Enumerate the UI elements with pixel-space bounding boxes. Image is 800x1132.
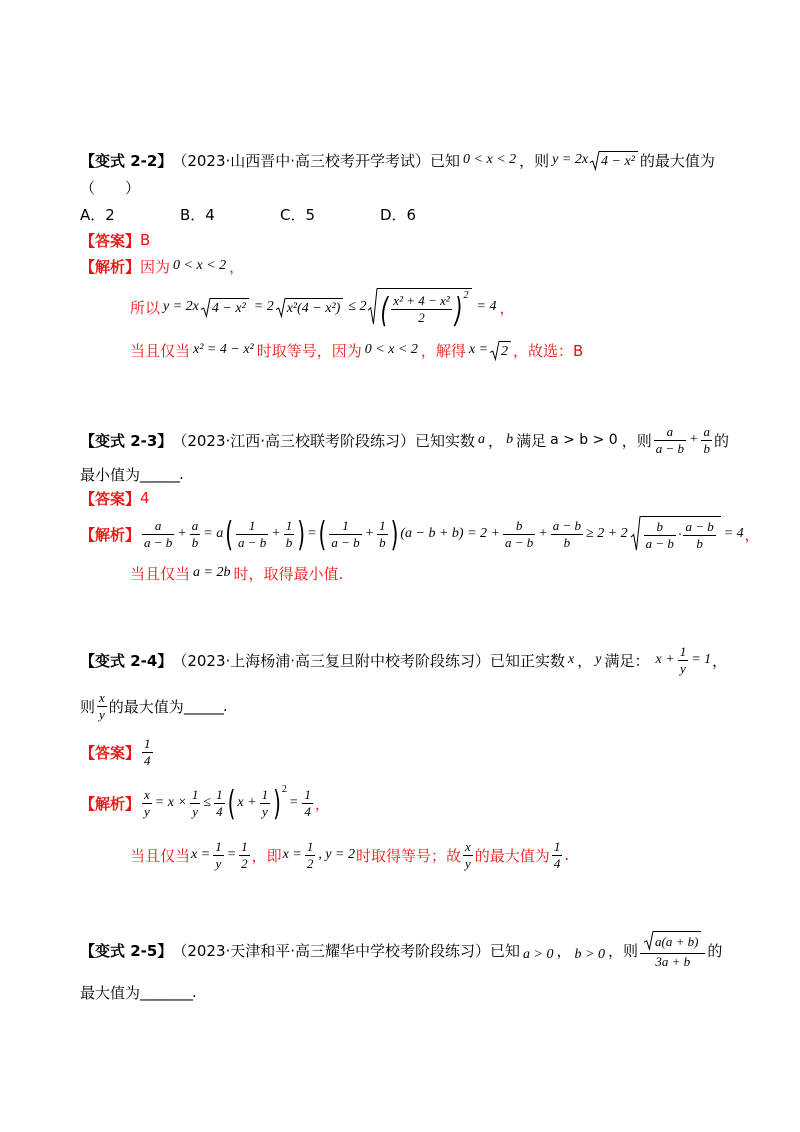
denominator: y xyxy=(99,706,105,722)
denominator: a − b xyxy=(144,534,173,550)
fraction xyxy=(305,839,316,871)
analysis-text: 当且仅当 xyxy=(130,564,191,583)
radical-body xyxy=(640,516,721,551)
math-text: = xyxy=(307,526,317,541)
answer-label: 【答案】 xyxy=(80,231,141,250)
question-text: . xyxy=(179,465,184,483)
analysis-line-1 xyxy=(80,246,244,286)
math-text: x + xyxy=(237,795,257,810)
radical-sign xyxy=(490,341,499,360)
radical xyxy=(631,516,721,551)
answer-value: 4 xyxy=(140,489,150,507)
fill-blank: ______ xyxy=(183,697,223,715)
condition: a > b > 0 xyxy=(550,432,618,448)
denominator: 4 xyxy=(304,803,311,819)
math-text: + xyxy=(538,526,548,541)
variable-a: a xyxy=(478,432,486,447)
numerator: a xyxy=(703,423,710,439)
denominator: b xyxy=(703,440,710,456)
fraction xyxy=(239,839,250,871)
denominator: a − b xyxy=(505,534,534,550)
fraction xyxy=(644,519,676,551)
radical-sign-svg xyxy=(368,288,377,325)
analysis-line-2 xyxy=(130,835,569,875)
numerator: 1 xyxy=(215,838,222,854)
math-text: a = 2b xyxy=(193,565,231,580)
superscript: 2 xyxy=(463,290,469,302)
math-text: x = xyxy=(468,342,489,357)
fraction xyxy=(302,787,313,819)
math-text: = 4 xyxy=(476,299,497,314)
analysis-text: 时取得等号；故 xyxy=(356,846,462,865)
fraction xyxy=(551,518,583,550)
numerator: b xyxy=(503,518,535,535)
analysis-text: ，故选：B xyxy=(513,341,584,360)
question-text: 满足 xyxy=(516,431,547,450)
math-text: x + xyxy=(655,652,675,667)
question-text: ，则 xyxy=(519,151,550,170)
denominator: 2 xyxy=(306,855,314,871)
math-text: · xyxy=(677,527,682,543)
denominator: y xyxy=(192,803,199,819)
fill-blank: ________ xyxy=(140,983,193,1001)
radical-sign-svg xyxy=(201,298,210,317)
question-text: ， xyxy=(556,941,572,960)
paren-right: ) xyxy=(454,289,463,330)
numerator: 1 xyxy=(553,838,561,854)
denominator: b xyxy=(696,536,703,551)
analysis-text: ， xyxy=(744,525,760,544)
denominator: b xyxy=(191,534,199,550)
analysis-text: 因为 xyxy=(140,257,171,276)
condition: a > 0 xyxy=(523,947,554,962)
analysis-text: ，即 xyxy=(251,846,282,865)
numerator: 1 xyxy=(329,518,361,535)
math-text: x = xyxy=(191,847,211,862)
radical xyxy=(276,298,344,317)
denominator: y xyxy=(680,660,686,676)
question-text: 的 xyxy=(713,431,729,450)
math-text: x = xyxy=(282,847,302,862)
fraction xyxy=(701,424,712,456)
numerator: x² + 4 − x² xyxy=(393,293,450,309)
math-text: ≥ 2 + 2 xyxy=(586,526,628,541)
fraction xyxy=(142,787,152,819)
analysis-label: 【解析】 xyxy=(80,257,141,276)
denominator: b xyxy=(563,534,571,550)
numerator: 1 xyxy=(261,786,269,802)
radical xyxy=(368,288,471,330)
math-text: x² = 4 − x² xyxy=(193,342,254,357)
analysis-line-3 xyxy=(130,330,583,370)
fraction xyxy=(97,690,107,722)
math-text: + xyxy=(364,526,375,541)
denominator: y xyxy=(261,803,268,819)
question-text: 满足： xyxy=(604,651,650,670)
fraction xyxy=(391,293,451,325)
problem-2-4-ask xyxy=(80,686,228,726)
fraction xyxy=(683,519,715,551)
option-a: A．2 xyxy=(80,205,115,224)
radical xyxy=(590,151,638,170)
radical-body: 4 − x² xyxy=(599,151,638,170)
radical-sign-svg xyxy=(590,151,599,170)
radical-sign-svg xyxy=(644,931,653,950)
question-text: . xyxy=(192,983,197,1001)
problem-2-4-stem xyxy=(80,640,727,680)
paren-left: ( xyxy=(380,289,389,330)
question-text: 的最大值为 xyxy=(639,151,715,170)
analysis-text: . xyxy=(564,846,570,864)
analysis-text: ，解得 xyxy=(420,341,466,360)
denominator: b xyxy=(285,534,293,550)
problem-2-2-stem xyxy=(80,140,715,180)
fraction xyxy=(190,518,201,550)
fraction xyxy=(654,424,686,456)
fraction xyxy=(463,839,473,871)
condition: 0 < x < 2 xyxy=(173,258,227,273)
denominator: 2 xyxy=(241,855,248,871)
numerator: a xyxy=(142,518,174,535)
denominator: y xyxy=(465,855,471,871)
math-text: y = 2x xyxy=(163,299,199,314)
option-b: B．4 xyxy=(180,205,215,224)
analysis-label: 【解析】 xyxy=(80,794,141,813)
paren-group xyxy=(379,289,469,330)
numerator: 1 xyxy=(216,786,223,802)
denominator: 2 xyxy=(418,310,425,325)
radical-body: 2 xyxy=(499,341,511,360)
answer-label: 【答案】 xyxy=(80,489,141,508)
analysis-text: 时取等号，因为 xyxy=(256,341,362,360)
math-text: (a − b + b) = 2 + xyxy=(400,526,500,541)
fraction xyxy=(678,644,689,676)
condition: b > 0 xyxy=(574,947,605,962)
math-text: = xyxy=(226,847,237,862)
analysis-line-2 xyxy=(130,287,515,330)
numerator: a − b xyxy=(685,519,714,535)
paren-right: ) xyxy=(297,513,306,555)
answer-line xyxy=(80,478,150,518)
radical-body xyxy=(377,288,471,330)
radical-body: x²(4 − x²) xyxy=(285,298,344,317)
radical-sign-svg xyxy=(631,516,640,551)
analysis-text: 当且仅当 xyxy=(130,341,191,360)
paren-left: ( xyxy=(225,513,234,555)
answer-label: 【答案】 xyxy=(80,743,141,762)
math-text: ≤ xyxy=(203,795,212,810)
condition: 0 < x < 2 xyxy=(364,342,418,357)
question-text: ， xyxy=(488,431,504,450)
math-text: = xyxy=(288,795,299,810)
question-text: ，则 xyxy=(607,941,638,960)
math-text: , y = 2 xyxy=(318,847,355,862)
fraction xyxy=(329,518,361,550)
condition: 0 < x < 2 xyxy=(463,152,517,167)
numerator: x xyxy=(99,689,105,705)
analysis-text: 时，取得最小值. xyxy=(233,564,344,583)
math-text: = 1 xyxy=(691,652,712,667)
numerator: 1 xyxy=(306,838,314,854)
numerator: 1 xyxy=(236,518,268,535)
analysis-text: 所以 xyxy=(130,298,161,317)
problem-label: 【变式 2-4】 xyxy=(80,651,173,670)
question-text: 最大值为 xyxy=(80,983,141,1002)
fill-blank: ______ xyxy=(140,465,180,483)
fraction xyxy=(552,839,563,871)
fraction xyxy=(640,931,705,970)
math-text: = 2 xyxy=(253,299,274,314)
radical-body: a(a + b) xyxy=(653,931,701,950)
radical-sign xyxy=(201,298,210,317)
problem-2-5-ask xyxy=(80,972,197,1012)
paren-left: ( xyxy=(227,782,236,824)
radical xyxy=(490,341,511,360)
math-text: + xyxy=(689,432,699,447)
numerator: a − b xyxy=(552,517,582,533)
answer-value: B xyxy=(140,231,151,249)
analysis-line-2 xyxy=(130,553,343,593)
problem-label: 【变式 2-2】 xyxy=(80,151,173,170)
variable-b: b xyxy=(506,432,514,447)
paren-group xyxy=(227,782,287,824)
denominator: 4 xyxy=(553,855,561,871)
numerator: 1 xyxy=(304,786,311,802)
radical-sign xyxy=(368,288,377,325)
option-d: D．6 xyxy=(380,205,417,224)
fraction xyxy=(284,518,295,550)
analysis-label: 【解析】 xyxy=(80,525,141,544)
variable-x: x xyxy=(568,652,575,667)
numerator: 1 xyxy=(191,786,199,802)
variable-y: y xyxy=(595,652,602,667)
analysis-line-1 xyxy=(80,783,330,823)
radical-sign xyxy=(644,931,653,950)
fraction xyxy=(214,787,225,819)
denominator: 4 xyxy=(216,803,223,819)
denominator: b xyxy=(379,534,386,550)
fraction xyxy=(260,787,271,819)
math-text: = x × xyxy=(154,795,187,810)
numerator: a xyxy=(191,517,199,533)
answer-line xyxy=(80,732,155,772)
math-text: + xyxy=(177,526,187,541)
superscript: 2 xyxy=(281,783,287,795)
numerator: 1 xyxy=(679,643,687,659)
denominator: 4 xyxy=(144,752,151,768)
denominator: a − b xyxy=(645,536,674,551)
numerator: 1 xyxy=(379,517,386,533)
answer-value xyxy=(142,736,153,768)
numerator: a xyxy=(654,424,686,441)
question-text: ， xyxy=(712,651,728,670)
fraction xyxy=(190,787,201,819)
problem-label: 【变式 2-3】 xyxy=(80,431,173,450)
radical-sign-svg xyxy=(490,341,499,360)
denominator: y xyxy=(215,855,222,871)
denominator: a − b xyxy=(331,534,360,550)
numerator: x xyxy=(144,786,150,802)
problem-2-5-stem xyxy=(80,930,722,970)
question-text: 的 xyxy=(707,941,723,960)
fraction xyxy=(503,518,535,550)
answer-blank-paren: （ ） xyxy=(80,178,141,197)
radical-sign xyxy=(276,298,285,317)
radical-body: 4 − x² xyxy=(210,298,249,317)
question-text: ，则 xyxy=(621,431,652,450)
numerator: 1 xyxy=(285,517,293,533)
function-lhs: y = 2x xyxy=(552,152,589,167)
numerator xyxy=(640,931,705,954)
question-text: ， xyxy=(577,651,593,670)
numerator: x xyxy=(465,838,471,854)
radical xyxy=(201,298,249,317)
analysis-text: ， xyxy=(314,794,330,813)
numerator: 1 xyxy=(144,735,151,751)
question-text: . xyxy=(222,697,228,715)
radical-sign-svg xyxy=(276,298,285,317)
problem-source: （2023·上海杨浦·高三复旦附中校考阶段练习）已知正实数 xyxy=(172,651,566,670)
radical-sign xyxy=(590,151,599,170)
option-c: C．5 xyxy=(280,205,316,224)
math-text: = a xyxy=(203,526,224,541)
analysis-text: ， xyxy=(229,257,245,276)
problem-source: （2023·天津和平·高三耀华中学校考阶段练习）已知 xyxy=(172,941,521,960)
problem-source: （2023·山西晋中·高三校考开学考试）已知 xyxy=(172,151,461,170)
radical xyxy=(644,931,701,950)
math-text: ≤ 2 xyxy=(348,299,367,314)
question-text: 最小值为 xyxy=(80,465,141,484)
analysis-text: 当且仅当 xyxy=(130,846,191,865)
math-text: = 4 xyxy=(723,526,744,541)
analysis-line-1 xyxy=(80,514,760,554)
denominator: y xyxy=(144,803,150,819)
fraction xyxy=(213,839,224,871)
problem-label: 【变式 2-5】 xyxy=(80,941,173,960)
problem-source: （2023·江西·高三校联考阶段练习）已知实数 xyxy=(172,431,476,450)
radical-sign xyxy=(631,516,640,551)
fraction xyxy=(236,518,268,550)
analysis-text: ， xyxy=(499,298,515,317)
fraction xyxy=(377,518,388,550)
math-text: + xyxy=(271,526,281,541)
analysis-text: 的最大值为 xyxy=(474,846,550,865)
fraction xyxy=(142,518,174,550)
question-text: 则 xyxy=(80,697,96,716)
paren-left: ( xyxy=(318,513,327,555)
denominator: 3a + b xyxy=(655,953,691,969)
numerator: 1 xyxy=(241,838,248,854)
denominator: a − b xyxy=(655,440,685,456)
denominator: a − b xyxy=(238,534,267,550)
paren-right: ) xyxy=(390,513,399,555)
paren-right: ) xyxy=(273,782,281,824)
question-text: 的最大值为 xyxy=(108,697,184,716)
numerator: b xyxy=(644,519,676,536)
